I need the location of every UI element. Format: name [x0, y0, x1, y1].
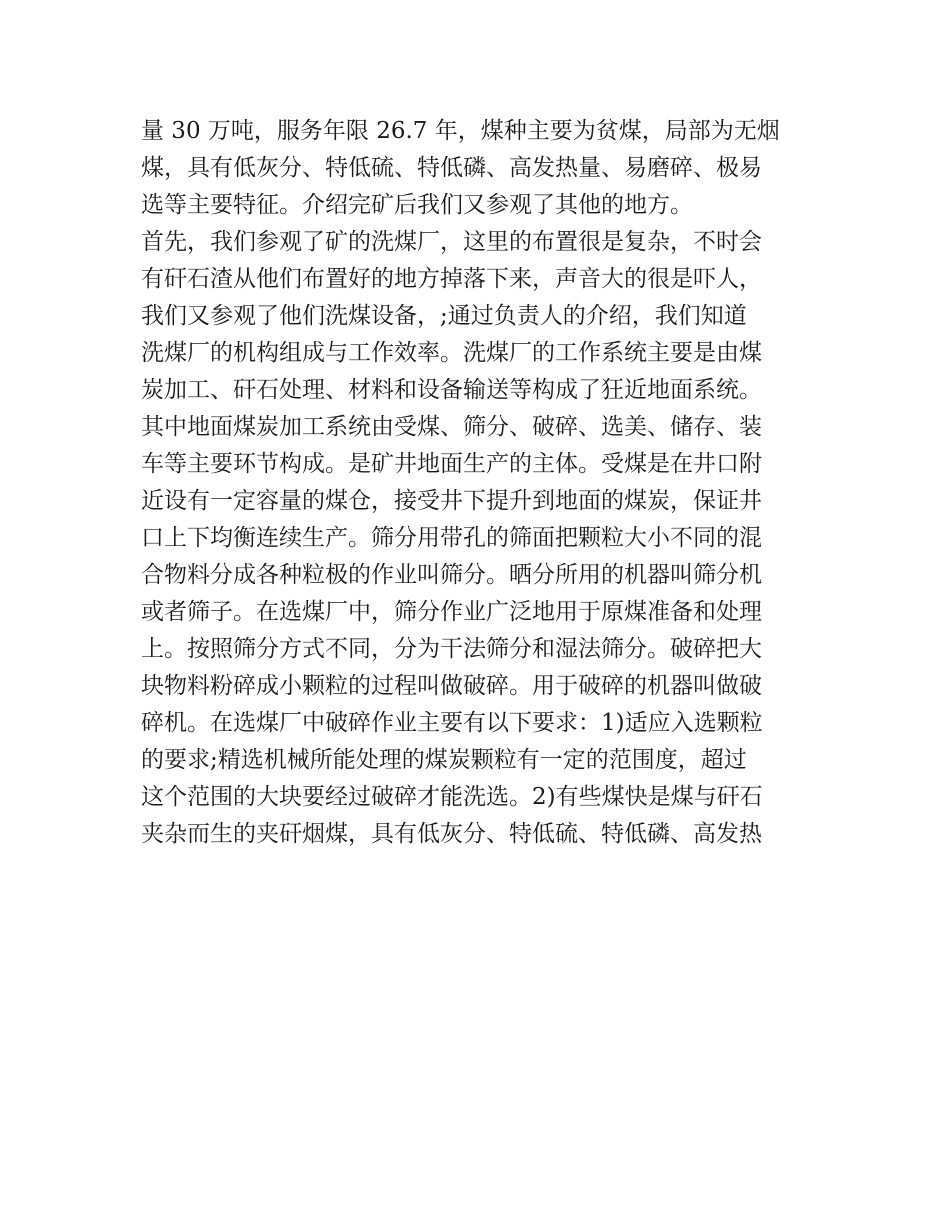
- text-line-14: 或者筛子。在选煤厂中，筛分作业广泛地用于原煤准备和处理: [141, 599, 762, 625]
- text-line-17: 碎机。在选煤厂中破碎作业主要有以下要求：1)适应入选颗粒: [141, 710, 763, 736]
- text-line-6: 我们又参观了他们洗煤设备，;通过负责人的介绍，我们知道: [141, 303, 747, 329]
- text-line-15: 上。按照筛分方式不同，分为干法筛分和湿法筛分。破碎把大: [141, 636, 762, 662]
- text-line-18: 的要求;精选机械所能处理的煤炭颗粒有一定的范围度，超过: [141, 747, 747, 773]
- text-line-3: 选等主要特征。介绍完矿后我们又参观了其他的地方。: [141, 192, 693, 218]
- text-line-11: 近设有一定容量的煤仓，接受井下提升到地面的煤炭，保证井: [141, 488, 762, 514]
- text-line-12: 口上下均衡连续生产。筛分用带孔的筛面把颗粒大小不同的混: [141, 525, 762, 551]
- text-line-2: 煤，具有低灰分、特低硫、特低磷、高发热量、易磨碎、极易: [141, 155, 762, 181]
- text-line-4: 首先，我们参观了矿的洗煤厂，这里的布置很是复杂，不时会: [141, 229, 762, 255]
- text-line-1: 量 30 万吨，服务年限 26.7 年，煤种主要为贫煤，局部为无烟: [141, 118, 780, 144]
- text-line-20: 夹杂而生的夹矸烟煤，具有低灰分、特低硫、特低磷、高发热: [141, 821, 762, 847]
- text-line-10: 车等主要环节构成。是矿井地面生产的主体。受煤是在井口附: [141, 451, 762, 477]
- text-line-9: 其中地面煤炭加工系统由受煤、筛分、破碎、选美、储存、装: [141, 414, 762, 440]
- body-text: [141, 113, 821, 853]
- text-line-5: 有矸石渣从他们布置好的地方掉落下来，声音大的很是吓人，: [141, 266, 762, 292]
- text-line-7: 洗煤厂的机构组成与工作效率。洗煤厂的工作系统主要是由煤: [141, 340, 762, 366]
- text-line-8: 炭加工、矸石处理、材料和设备输送等构成了狂近地面系统。: [141, 377, 762, 403]
- text-line-16: 块物料粉碎成小颗粒的过程叫做破碎。用于破碎的机器叫做破: [141, 673, 762, 699]
- text-line-13: 合物料分成各种粒极的作业叫筛分。晒分所用的机器叫筛分机: [141, 562, 762, 588]
- text-line-19: 这个范围的大块要经过破碎才能洗选。2)有些煤快是煤与矸石: [141, 784, 763, 810]
